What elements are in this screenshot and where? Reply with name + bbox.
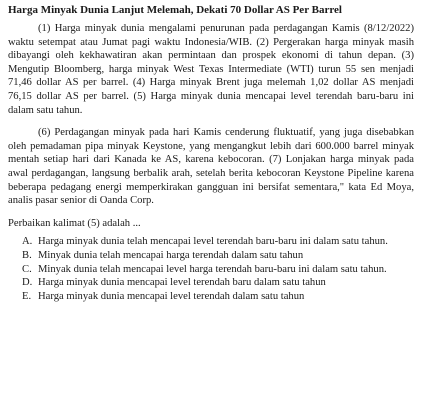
article-title: Harga Minyak Dunia Lanjut Melemah, Dekati 70 Dollar AS Per Barrel	[8, 4, 342, 16]
option-text: Harga minyak dunia mencapai level terendah baru dalam satu tahun	[38, 277, 326, 289]
option-text: Harga minyak dunia telah mencapai level terendah baru-baru ini dalam satu tahun.	[38, 236, 388, 248]
answer-option-d[interactable]	[22, 276, 414, 290]
answer-option-e[interactable]	[22, 290, 414, 304]
answer-option-a[interactable]	[22, 235, 414, 249]
option-text: Minyak dunia telah mencapai level harga terendah baru-baru ini dalam satu tahun.	[38, 263, 387, 275]
question-text: Perbaikan kalimat (5) adalah ...	[8, 217, 141, 229]
article-paragraph-2: (6) Perdagangan minyak pada hari Kamis cenderung fluktuatif, yang juga disebabkan oleh pemadaman pipa minyak Keystone, yang mengangkut lebih dari 600.000 barrel minyak mentah setiap hari dari Kanada ke AS, karena kebocoran. (7) Lonjakan harga minyak pada awal perdagangan, langsung berbalik arah, setelah berita kebocoran Keystone Pipeline karena beberapa pedagang energi memperkirakan gangguan ini bersifat sementara," kata Ed Moya, analis pasar senior di Oanda Corp.	[8, 127, 414, 207]
option-letter: C.	[22, 263, 32, 275]
answer-option-b[interactable]	[22, 249, 414, 263]
option-letter: A.	[22, 236, 33, 248]
option-letter: B.	[22, 249, 32, 261]
option-letter: D.	[22, 277, 33, 289]
option-letter: E.	[22, 290, 32, 302]
option-text: Minyak dunia telah mencapai harga terendah dalam satu tahun	[38, 249, 304, 261]
article-paragraph-1: (1) Harga minyak dunia mengalami penurunan pada perdagangan Kamis (8/12/2022) waktu setempat atau Jumat pagi waktu Indonesia/WIB. (2) Pergerakan harga minyak masih dibayangi oleh kekhawatiran akan permintaan dan prospek ekonomi di tahun depan. (3) Mengutip Bloomberg, harga minyak West Texas Intermediate (WTI) turun 55 sen menjadi 71,46 dollar AS per barrel. (4) Harga minyak Brent juga melemah 1,02 dollar AS menjadi 76,15 dollar AS per barrel. (5) Harga minyak dunia mencapai level terendah baru-baru ini dalam satu tahun.	[8, 23, 414, 116]
answer-options	[8, 235, 414, 303]
option-text: Harga minyak dunia mencapai level terendah dalam satu tahun	[38, 290, 305, 302]
answer-option-c[interactable]	[22, 263, 414, 277]
